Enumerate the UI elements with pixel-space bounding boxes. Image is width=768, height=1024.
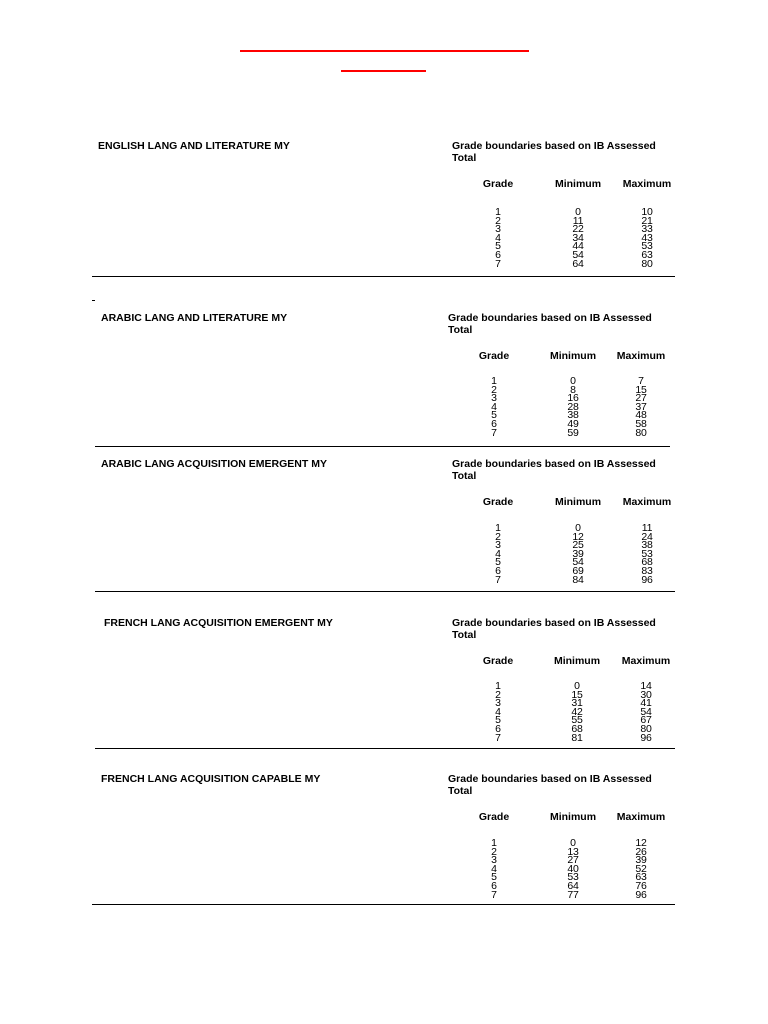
maximum-column <box>626 682 666 742</box>
grade-column <box>478 208 518 268</box>
maximum-column-header: Maximum <box>616 350 666 362</box>
boundary-heading: Grade boundaries based on IB Assessed Total <box>452 617 656 641</box>
boundary-heading: Grade boundaries based on IB Assessed Total <box>452 140 656 164</box>
table-cell: 44 <box>572 240 584 253</box>
table-cell: 96 <box>640 731 652 744</box>
table-cell: 12 <box>572 530 584 543</box>
table-cell: 38 <box>567 409 579 422</box>
table-cell: 0 <box>575 522 581 534</box>
table-cell: 7 <box>491 888 497 901</box>
boundary-heading: Grade boundaries based on IB Assessed Total <box>448 312 652 336</box>
minimum-column-header: Minimum <box>549 350 597 362</box>
table-cell: 53 <box>567 871 579 884</box>
table-cell: 58 <box>635 417 647 430</box>
table-cell: 12 <box>635 837 647 849</box>
table-cell: 27 <box>635 392 647 405</box>
table-cell: 3 <box>495 697 501 710</box>
table-cell: 77 <box>567 888 579 901</box>
table-cell: 14 <box>640 680 652 692</box>
maximum-column <box>627 208 667 268</box>
table-cell: 80 <box>635 426 647 439</box>
table-cell: 37 <box>635 400 647 413</box>
table-cell: 48 <box>635 409 647 422</box>
subject-title: ARABIC LANG AND LITERATURE MY <box>101 312 288 324</box>
table-cell: 83 <box>641 564 653 577</box>
maximum-column <box>621 839 661 899</box>
table-cell: 0 <box>570 837 576 849</box>
table-cell: 49 <box>567 417 579 430</box>
minimum-column-header: Minimum <box>554 496 602 508</box>
table-cell: 1 <box>495 206 501 218</box>
table-cell: 7 <box>495 257 501 270</box>
maximum-column <box>627 524 667 584</box>
table-cell: 27 <box>567 854 579 867</box>
boundary-heading: Grade boundaries based on IB Assessed Total <box>448 773 652 797</box>
table-cell: 3 <box>491 392 497 405</box>
table-cell: 3 <box>491 854 497 867</box>
minimum-column-header: Minimum <box>553 655 601 667</box>
table-cell: 2 <box>495 214 501 227</box>
maximum-column <box>621 377 661 437</box>
minimum-column <box>553 377 593 437</box>
table-cell: 68 <box>641 556 653 569</box>
table-cell: 64 <box>567 879 579 892</box>
table-cell: 2 <box>491 845 497 858</box>
subject-title: ENGLISH LANG AND LITERATURE MY <box>98 140 290 152</box>
maximum-column-header: Maximum <box>616 811 666 823</box>
table-cell: 5 <box>495 714 501 727</box>
table-cell: 31 <box>571 697 583 710</box>
grade-column <box>474 839 514 899</box>
table-cell: 68 <box>571 722 583 735</box>
subject-title: FRENCH LANG ACQUISITION EMERGENT MY <box>104 617 333 629</box>
table-cell: 43 <box>641 231 653 244</box>
subject-title: ARABIC LANG ACQUISITION EMERGENT MY <box>101 458 327 470</box>
grade-column-header: Grade <box>478 350 510 362</box>
grade-column-header: Grade <box>482 655 514 667</box>
table-cell: 7 <box>495 573 501 586</box>
table-cell: 55 <box>571 714 583 727</box>
table-cell: 5 <box>495 556 501 569</box>
section-divider <box>95 446 670 447</box>
table-cell: 80 <box>640 722 652 735</box>
grade-column-header: Grade <box>482 496 514 508</box>
table-cell: 53 <box>641 240 653 253</box>
table-cell: 1 <box>495 680 501 692</box>
table-cell: 15 <box>571 688 583 701</box>
table-cell: 25 <box>572 539 584 552</box>
table-cell: 96 <box>641 573 653 586</box>
minimum-column <box>557 682 597 742</box>
minimum-column <box>553 839 593 899</box>
table-cell: 39 <box>572 547 584 560</box>
table-cell: 21 <box>641 214 653 227</box>
table-cell: 52 <box>635 862 647 875</box>
grade-column <box>474 377 514 437</box>
grade-column-header: Grade <box>482 178 514 190</box>
table-cell: 16 <box>567 392 579 405</box>
table-cell: 1 <box>495 522 501 534</box>
header-red-rule-top <box>240 50 529 52</box>
table-cell: 84 <box>572 573 584 586</box>
table-cell: 4 <box>491 862 497 875</box>
section-divider <box>95 748 675 749</box>
grade-column-header: Grade <box>478 811 510 823</box>
table-cell: 2 <box>495 530 501 543</box>
table-cell: 4 <box>491 400 497 413</box>
table-cell: 42 <box>571 705 583 718</box>
table-cell: 6 <box>495 564 501 577</box>
table-cell: 40 <box>567 862 579 875</box>
table-cell: 6 <box>495 248 501 261</box>
table-cell: 2 <box>491 383 497 396</box>
table-cell: 7 <box>495 731 501 744</box>
table-cell: 59 <box>567 426 579 439</box>
table-cell: 11 <box>572 214 584 227</box>
table-cell: 81 <box>571 731 583 744</box>
grade-column <box>478 524 518 584</box>
table-cell: 24 <box>641 530 653 543</box>
table-cell: 5 <box>491 409 497 422</box>
table-cell: 67 <box>640 714 652 727</box>
table-cell: 11 <box>641 522 653 534</box>
table-cell: 22 <box>572 223 584 236</box>
table-cell: 1 <box>491 837 497 849</box>
table-cell: 6 <box>491 417 497 430</box>
table-cell: 54 <box>640 705 652 718</box>
table-cell: 80 <box>641 257 653 270</box>
section-divider <box>92 904 675 905</box>
table-cell: 1 <box>491 375 497 387</box>
table-cell: 34 <box>572 231 584 244</box>
table-cell: 69 <box>572 564 584 577</box>
table-cell: 38 <box>641 539 653 552</box>
table-cell: 76 <box>635 879 647 892</box>
table-cell: 6 <box>491 879 497 892</box>
table-cell: 3 <box>495 223 501 236</box>
table-cell: 4 <box>495 231 501 244</box>
minimum-column-header: Minimum <box>554 178 602 190</box>
grade-column <box>478 682 518 742</box>
table-cell: 26 <box>635 845 647 858</box>
table-cell: 15 <box>635 383 647 396</box>
maximum-column-header: Maximum <box>622 178 672 190</box>
maximum-column-header: Maximum <box>621 655 671 667</box>
table-cell: 28 <box>567 400 579 413</box>
header-red-rule-short <box>341 70 426 72</box>
table-cell: 3 <box>495 539 501 552</box>
table-cell: 63 <box>635 871 647 884</box>
table-cell: 63 <box>641 248 653 261</box>
table-cell: 5 <box>491 871 497 884</box>
table-cell: 13 <box>567 845 579 858</box>
table-cell: 54 <box>572 248 584 261</box>
table-cell: 53 <box>641 547 653 560</box>
stray-dash-mark <box>92 300 95 301</box>
section-divider <box>95 591 675 592</box>
section-divider <box>92 276 675 277</box>
table-cell: 6 <box>495 722 501 735</box>
subject-title: FRENCH LANG ACQUISITION CAPABLE MY <box>101 773 321 785</box>
table-cell: 4 <box>495 547 501 560</box>
table-cell: 54 <box>572 556 584 569</box>
minimum-column <box>558 524 598 584</box>
table-cell: 30 <box>640 688 652 701</box>
table-cell: 0 <box>574 680 580 692</box>
table-cell: 7 <box>491 426 497 439</box>
table-cell: 4 <box>495 705 501 718</box>
boundary-heading: Grade boundaries based on IB Assessed Total <box>452 458 656 482</box>
table-cell: 7 <box>638 375 644 387</box>
minimum-column <box>558 208 598 268</box>
table-cell: 33 <box>641 223 653 236</box>
maximum-column-header: Maximum <box>622 496 672 508</box>
table-cell: 41 <box>640 697 652 710</box>
table-cell: 2 <box>495 688 501 701</box>
table-cell: 8 <box>570 383 576 396</box>
table-cell: 96 <box>635 888 647 901</box>
table-cell: 64 <box>572 257 584 270</box>
table-cell: 39 <box>635 854 647 867</box>
table-cell: 10 <box>641 206 653 218</box>
table-cell: 0 <box>575 206 581 218</box>
minimum-column-header: Minimum <box>549 811 597 823</box>
table-cell: 5 <box>495 240 501 253</box>
table-cell: 0 <box>570 375 576 387</box>
